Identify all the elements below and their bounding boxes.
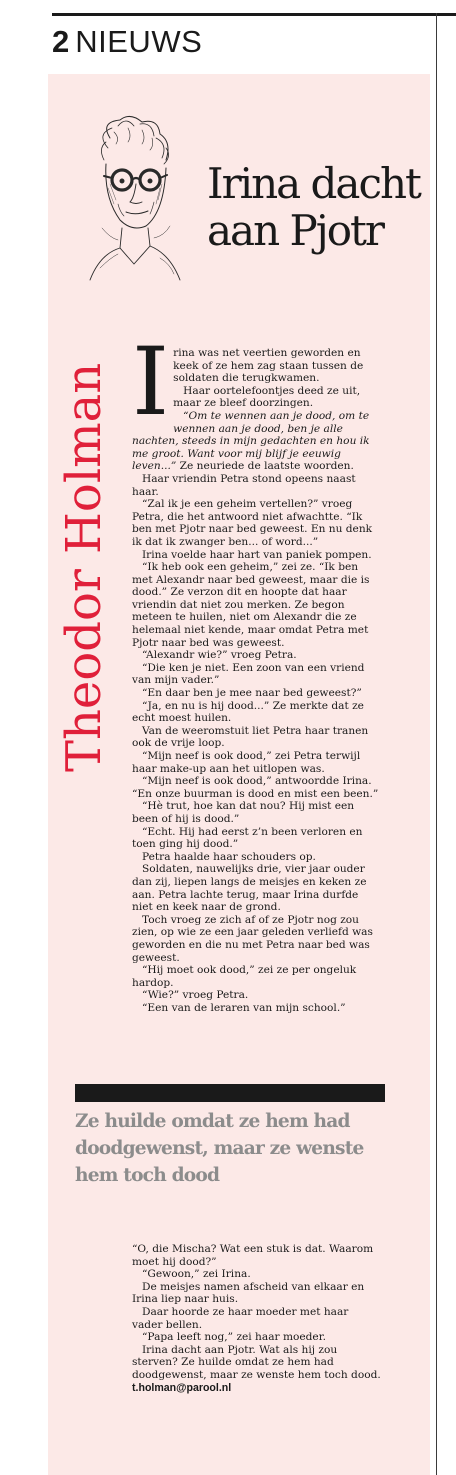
headline-line-1: Irina dacht bbox=[207, 159, 420, 208]
section-header bbox=[52, 26, 202, 57]
paragraph: “En daar ben je mee naar bed geweest?” bbox=[142, 687, 362, 700]
paragraph: “Een van de leraren van mijn school.” bbox=[142, 1001, 346, 1014]
headline bbox=[207, 160, 432, 254]
paragraph: Irina voelde haar hart van paniek pompen. bbox=[142, 548, 372, 561]
paragraph: “Hè trut, hoe kan dat nou? Hij mist een been of hij is dood.” bbox=[132, 800, 355, 825]
paragraph: “Zal ik je een geheim vertellen?” vroeg Petra, die het antwoord niet afwachtte. “Ik ben met Pjotr naar bed geweest. En nu denk ik dat ik zwanger ben... of word...” bbox=[132, 498, 373, 548]
author-byline: Theodor Holman bbox=[56, 362, 112, 772]
pullquote: Ze huilde omdat ze hem had doodgewenst, maar ze wenste hem toch dood bbox=[75, 1111, 364, 1186]
section-name: NIEUWS bbox=[75, 24, 203, 59]
paragraph: Haar oortelefoontjes deed ze uit, maar ze bleef doorzingen. bbox=[173, 384, 361, 410]
paragraph: “Papa leeft nog,” zei haar moeder. bbox=[142, 1331, 326, 1344]
column-rule bbox=[436, 13, 437, 1475]
paragraph: “Hij moet ook dood,” zei ze per ongeluk hardop. bbox=[132, 964, 357, 989]
author-email[interactable]: t.holman@parool.nl bbox=[132, 1381, 232, 1394]
paragraph: “Gewoon,” zei Irina. bbox=[142, 1268, 251, 1281]
paragraph: Haar vriendin Petra stond opeens naast haar. bbox=[132, 472, 356, 498]
paragraph: Daar hoorde ze haar moeder met haar vader bellen. bbox=[132, 1305, 349, 1331]
portrait-sketch-icon bbox=[70, 108, 188, 286]
paragraph: “Ja, en nu is hij dood...” Ze merkte dat ze echt moest huilen. bbox=[132, 699, 364, 725]
headline-line-2: aan Pjotr bbox=[207, 206, 384, 255]
paragraph: “Wie?” vroeg Petra. bbox=[142, 989, 249, 1002]
paragraph: Soldaten, nauwelijks drie, vier jaar ouder dan zij, liepen langs de meisjes en keken ze aan. Petra lachte terug, maar Irina durfde niet en keek naar de grond. bbox=[132, 863, 367, 914]
paragraph: “Mijn neef is ook dood,” zei Petra terwijl haar make-up aan het uitlopen was. bbox=[132, 750, 361, 775]
song-lyric: “Om te wennen aan je dood, om te wennen aan je dood, ben je alle nachten, steeds in mijn gedachten en hou ik me groot. Want voor mij blijf je eeuwig leven...” bbox=[132, 409, 370, 473]
paragraph: Van de weeromstuit liet Petra haar tranen ook de vrije loop. bbox=[132, 724, 369, 750]
paragraph: “Mijn neef is ook dood,” antwoordde Irina. “En onze buurman is dood en mist een been.” bbox=[132, 775, 379, 800]
paragraph: De meisjes namen afscheid van elkaar en Irina liep naar huis. bbox=[132, 1280, 365, 1306]
paragraph: “Alexandr wie?” vroeg Petra. bbox=[142, 649, 297, 662]
paragraph: Petra haalde haar schouders op. bbox=[142, 850, 316, 863]
page-number: 2 bbox=[52, 24, 70, 59]
drop-cap: I bbox=[132, 328, 170, 437]
pullquote-bar bbox=[75, 1084, 385, 1102]
paragraph: Toch vroeg ze zich af of ze Pjotr nog zou zien, op wie ze een jaar geleden verliefd was geworden en die nu met Petra naar bed was geweest. bbox=[132, 913, 373, 964]
paragraph: “O, die Mischa? Wat een stuk is dat. Waarom moet hij dood?” bbox=[132, 1243, 374, 1268]
paragraph: “Echt. Hij had eerst z’n been verloren en toen ging hij dood.” bbox=[132, 825, 363, 851]
paragraph-text: Ze neuriede de laatste woorden. bbox=[176, 460, 354, 473]
article-body-continued bbox=[132, 1243, 382, 1394]
top-rule bbox=[52, 13, 456, 16]
paragraph: “Die ken je niet. Een zoon van een vriend van mijn vader.” bbox=[132, 661, 365, 687]
paragraph: rina was net veertien geworden en keek of ze hem zag staan tussen de soldaten die terugkwamen. bbox=[173, 347, 364, 385]
paragraph bbox=[132, 410, 382, 473]
article-body bbox=[132, 328, 382, 1014]
paragraph: Irina dacht aan Pjotr. Wat als hij zou sterven? Ze huilde omdat ze hem had doodgewenst, maar ze wenste hem toch dood. bbox=[132, 1343, 381, 1381]
paragraph: “Ik heb ook een geheim,” zei ze. “Ik ben met Alexandr naar bed geweest, maar die is dood.” Ze verzon dit en hoopte dat haar vriendin dat niet zou merken. Ze begon meteen te huilen, niet om Alexandr die ze helemaal niet kende, maar omdat Petra met Pjotr naar bed was geweest. bbox=[132, 561, 370, 649]
